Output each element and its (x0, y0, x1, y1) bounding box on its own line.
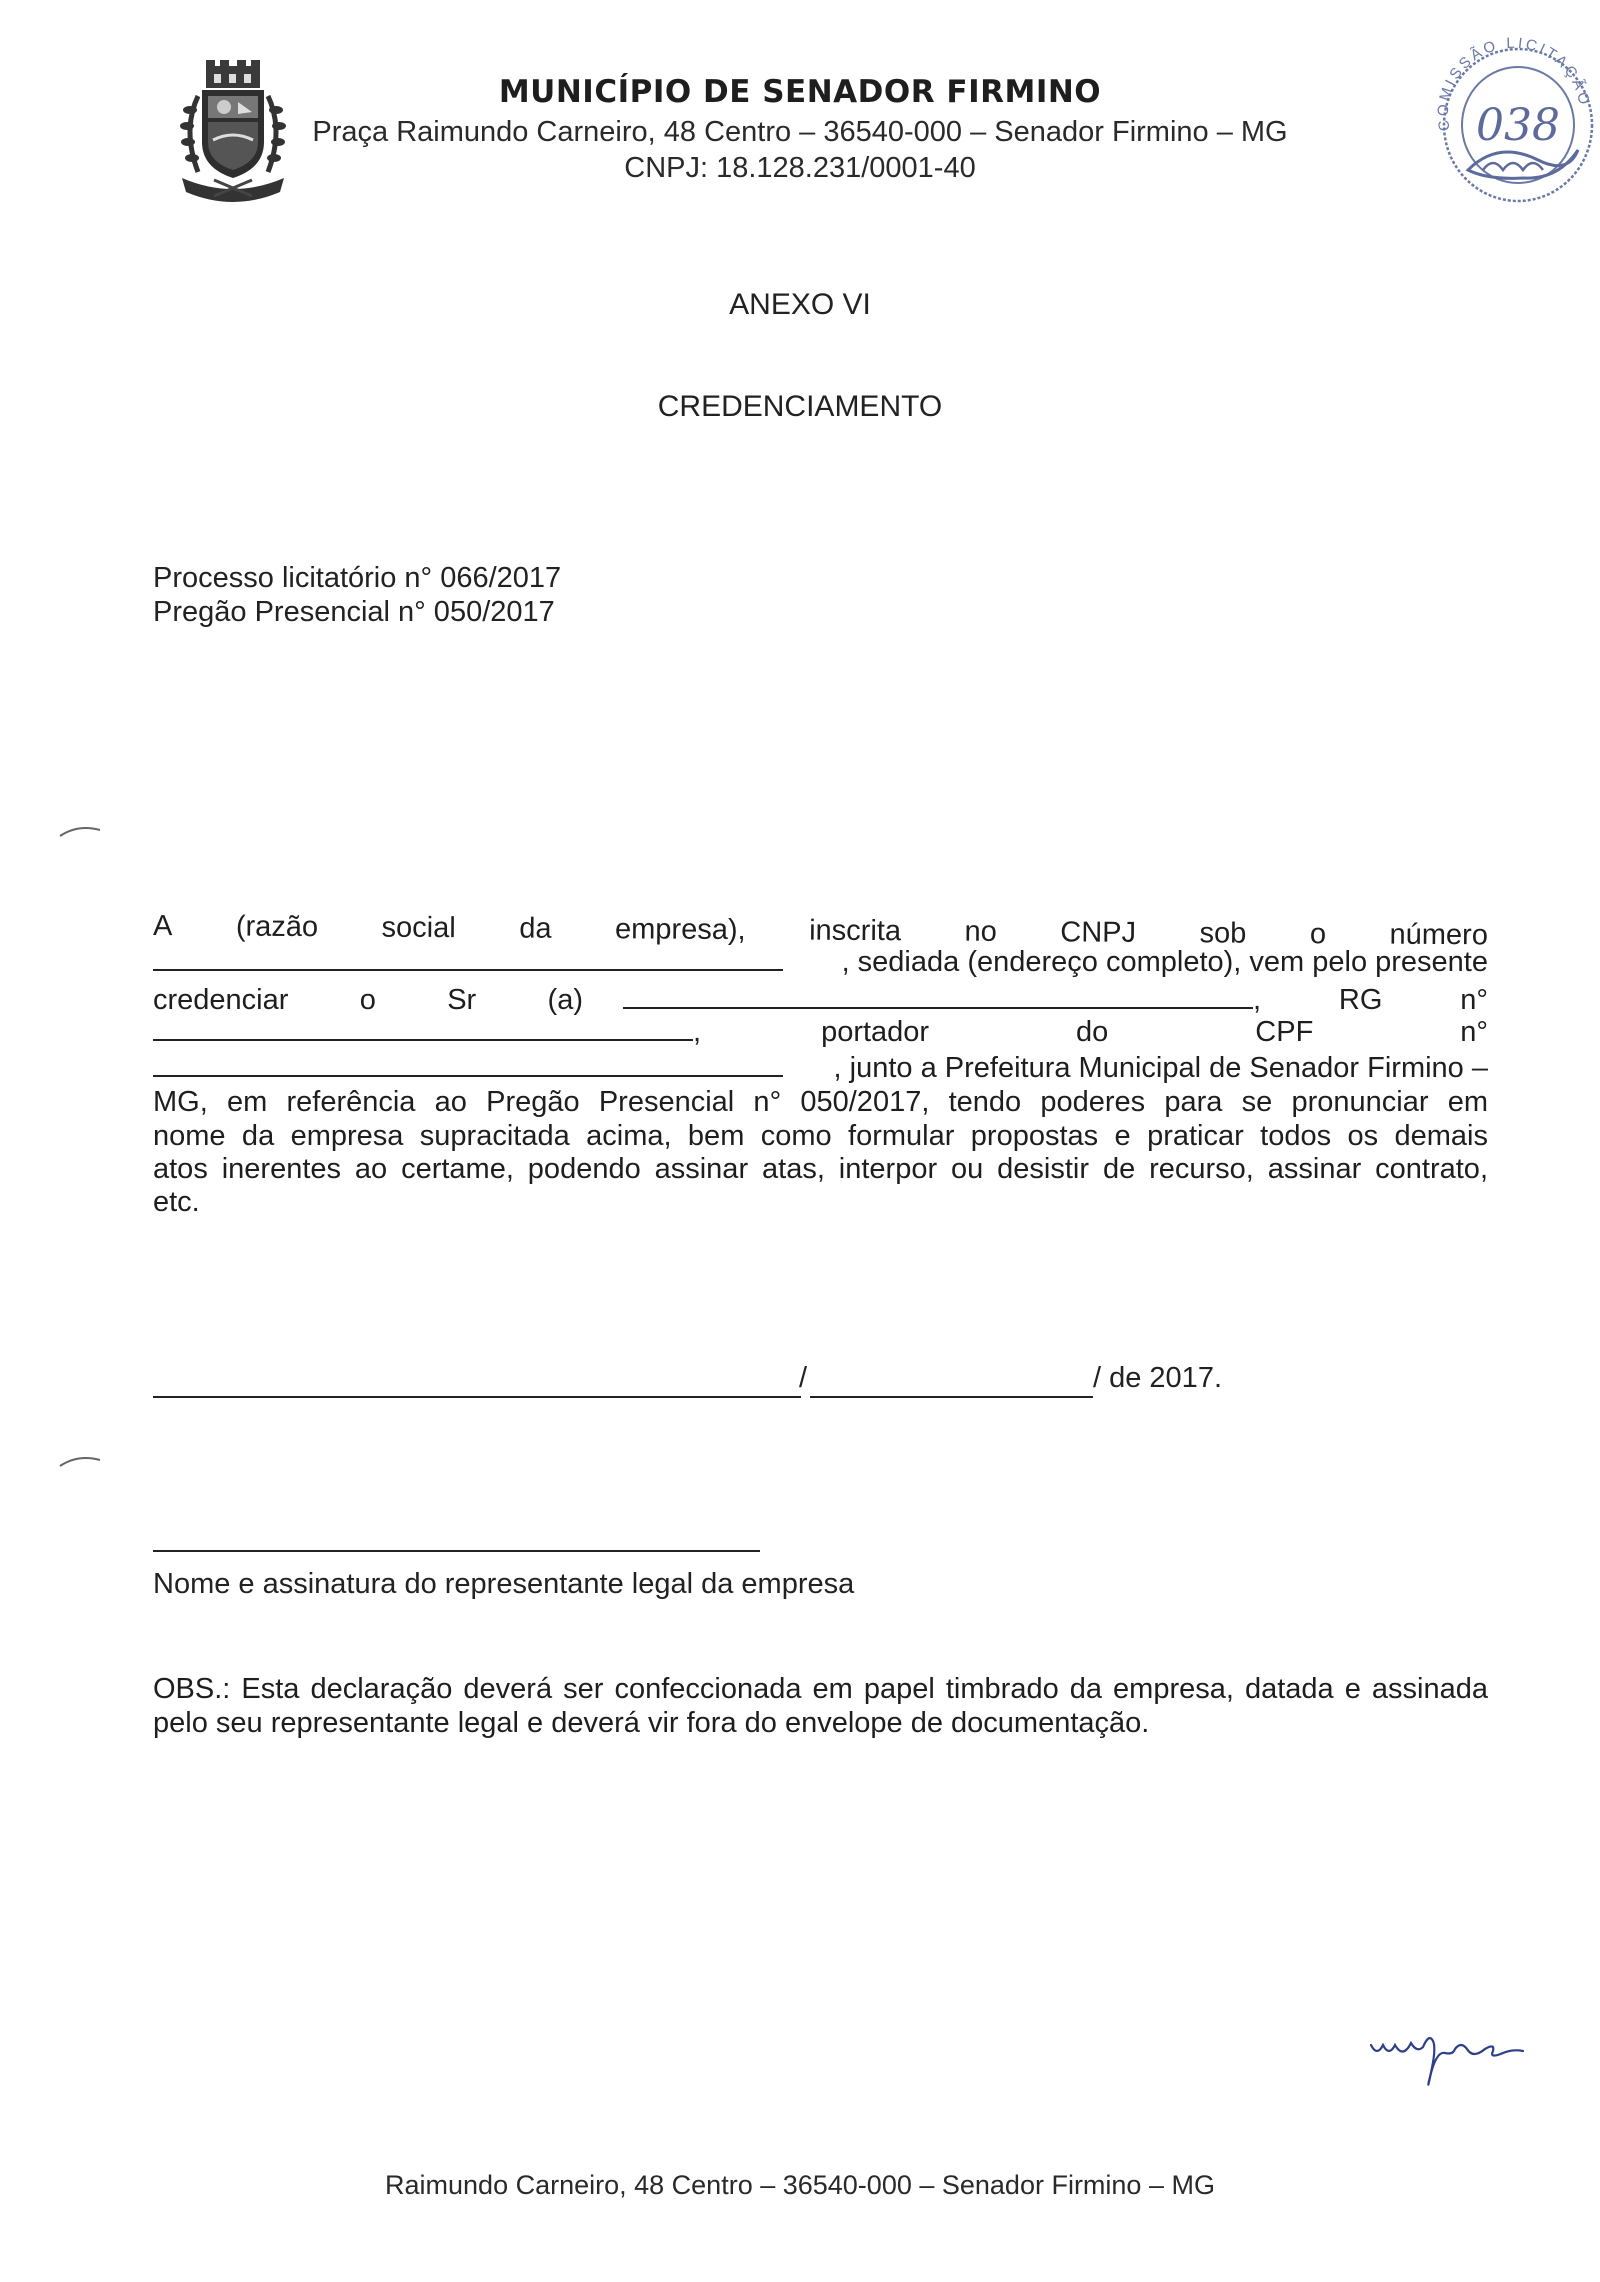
word: , (1253, 984, 1262, 1016)
word: número (1389, 918, 1489, 952)
stamp-number: 038 (1476, 100, 1560, 151)
handwritten-initials (1365, 2015, 1565, 2095)
body-line-7 (153, 1120, 1488, 1153)
body-line-9-text: etc. (153, 1186, 200, 1218)
body-line-4 (153, 1016, 1488, 1049)
commission-stamp (1428, 20, 1600, 210)
body-line-6-text: MG, em referência ao Pregão Presencial n° 050/2017, tendo poderes para se pronunciar em (153, 1086, 1488, 1118)
word: portador (821, 1016, 930, 1048)
date-separator: / (799, 1362, 808, 1394)
word: o (1309, 918, 1327, 951)
word: o (359, 984, 376, 1016)
cpf-number-blank (153, 1075, 783, 1077)
body-line-5 (153, 1052, 1488, 1085)
word: inscrita (809, 914, 902, 948)
word: do (1076, 1016, 1109, 1048)
signature-label: Nome e assinatura do representante legal da empresa (153, 1568, 855, 1600)
body-line-2 (153, 946, 1488, 979)
municipality-title: MUNICÍPIO DE SENADOR FIRMINO (498, 74, 1102, 110)
body-line-2-text: , sediada (endereço completo), vem pelo presente (841, 946, 1488, 978)
representative-name-blank (623, 1007, 1253, 1009)
body-line-5-text: , junto a Prefeitura Municipal de Senador Firmino – (833, 1052, 1488, 1084)
word: CNPJ (1060, 916, 1137, 949)
signature-line (153, 1550, 760, 1552)
word: (a) (547, 984, 583, 1016)
word: Sr (447, 984, 477, 1016)
cnpj-blank (153, 969, 783, 971)
municipality-address: Praça Raimundo Carneiro, 48 Centro – 36540-000 – Senador Firmino – MG (312, 116, 1288, 148)
scan-edge-mark (58, 822, 102, 838)
word: CPF (1255, 1016, 1314, 1048)
word: RG (1338, 984, 1383, 1016)
word: credenciar (153, 984, 289, 1016)
word: , (693, 1016, 702, 1048)
word: (razão (235, 910, 319, 944)
word: empresa), (614, 913, 746, 947)
body-line-7-text: nome da empresa supracitada acima, bem como formular propostas e praticar todos os demais (153, 1120, 1488, 1152)
body-line-9 (153, 1186, 1488, 1219)
document-title: CREDENCIAMENTO (657, 390, 943, 423)
body-line-6 (153, 1086, 1488, 1119)
process-number: Processo licitatório n° 066/2017 (153, 562, 562, 594)
footer-address: Raimundo Carneiro, 48 Centro – 36540-000 – Senador Firmino – MG (385, 2170, 1215, 2200)
word: sob (1199, 917, 1247, 950)
body-line-8-text: atos inerentes ao certame, podendo assinar atas, interpor ou desistir de recurso, assinar contrato, (153, 1153, 1488, 1185)
pregao-number: Pregão Presencial n° 050/2017 (153, 596, 555, 628)
scan-edge-mark (58, 1452, 102, 1468)
annex-title: ANEXO VI (729, 288, 871, 321)
body-line-8 (153, 1153, 1488, 1186)
word: A (152, 910, 173, 943)
rg-number-blank (153, 1039, 693, 1041)
word: social (381, 911, 456, 945)
date-year-text: / de 2017. (1093, 1362, 1222, 1394)
word: da (519, 912, 552, 945)
date-day-month-blank (810, 1396, 1093, 1398)
word: n° (1460, 1016, 1488, 1048)
body-line-3 (153, 978, 1488, 1017)
word: n° (1460, 984, 1488, 1016)
stamp-ring-text: COMISSÃO LICITAÇÃO (1434, 34, 1593, 133)
date-city-blank (153, 1396, 801, 1398)
observation-note: OBS.: Esta declaração deverá ser confeccionada em papel timbrado da empresa, datada e assinada pelo seu representante legal e deverá vir fora do envelope de documentação. (153, 1673, 1488, 1739)
word: no (964, 915, 997, 948)
municipality-cnpj: CNPJ: 18.128.231/0001-40 (624, 152, 976, 184)
